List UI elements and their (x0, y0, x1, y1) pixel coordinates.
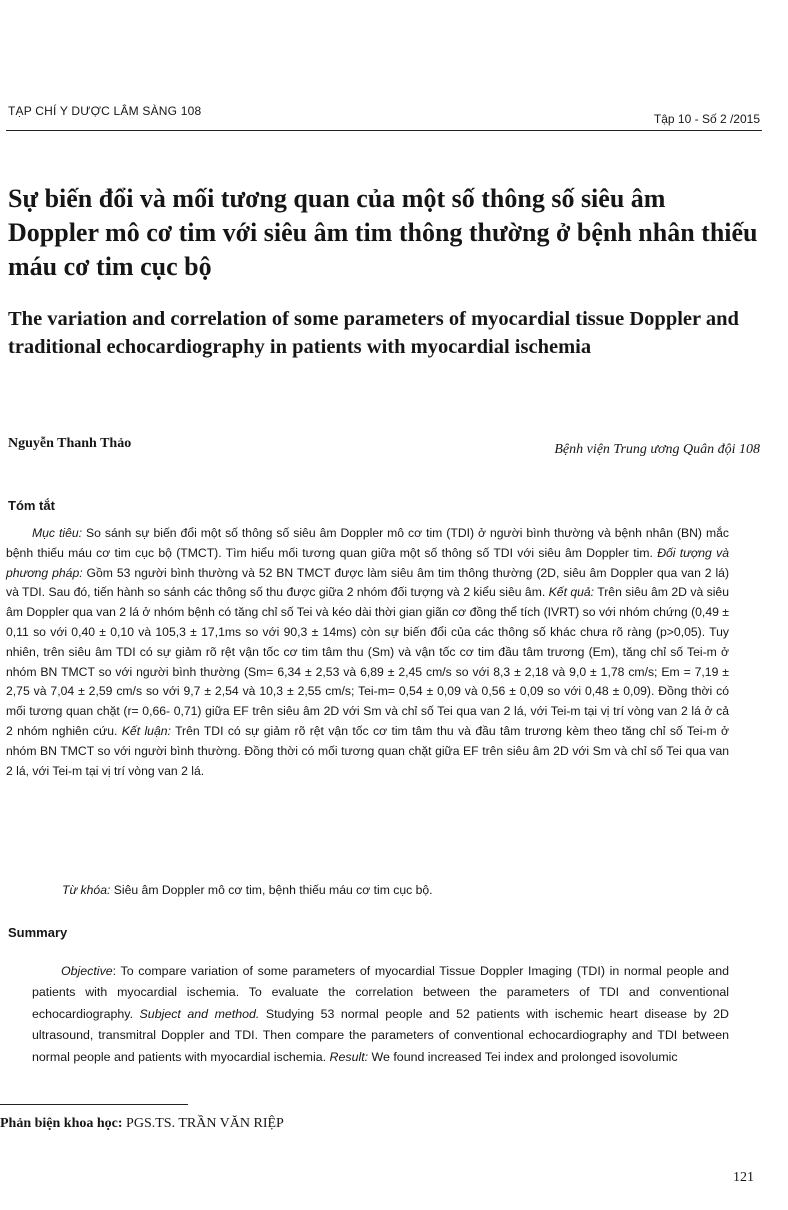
journal-name: TẠP CHÍ Y DƯỢC LÂM SÀNG 108 (8, 104, 202, 118)
footnote-rule (0, 1104, 188, 1105)
objective-label-en: Objective (61, 964, 113, 978)
abstract-vietnamese (6, 524, 730, 781)
title-english: The variation and correlation of some parameters of myocardial tissue Doppler and traditional echocardiography in patients with myocardial ischemia (8, 308, 739, 358)
keywords-label: Từ khóa: (62, 883, 111, 897)
method-text-vi: Gồm 53 người bình thường và 52 BN TMCT được làm siêu âm tim thông thường (2D, siêu âm Doppler qua van 2 lá) và TDI. Sau đó, tiến hành so sánh các thông số thu được giữa 2 nhóm đối tượng và 2 kiểu siêu âm. (6, 565, 729, 600)
author-name: Nguyễn Thanh Thảo (8, 436, 132, 451)
conclusion-text-vi: Trên TDI có sự giảm rõ rệt vận tốc cơ tim tâm thu và đầu tâm trương kèm theo tăng chỉ số Tei-m ở nhóm BN TMCT so với người bình thường. Đồng thời có mối tương quan chặt giữa EF trên siêu âm 2D với Sm và chỉ số Tei qua van 2 lá, với Tei-m tại vị trí vòng van 2 lá. (6, 723, 729, 778)
objective-text-en: : To compare variation of some parameters of myocardial Tissue Doppler Imaging (TDI) in normal people and patients with myocardial ischemia. To evaluate the correlation between the parameters of TDI and conventional echocardiography. (32, 964, 729, 1021)
page-number: 121 (733, 1170, 754, 1185)
title-vietnamese: Sự biến đổi và mối tương quan của một số thông số siêu âm Doppler mô cơ tim với siêu âm tim thông thường ở bệnh nhân thiếu máu cơ tim cục bộ (8, 184, 758, 281)
header-rule (6, 130, 762, 131)
objective-label-vi: Mục tiêu: (32, 526, 83, 540)
keywords-vi (62, 883, 433, 897)
abstract-en-body (32, 961, 729, 1068)
method-label-en: Subject and method. (139, 1006, 260, 1021)
keywords-text: Siêu âm Doppler mô cơ tim, bệnh thiếu máu cơ tim cục bộ. (110, 883, 433, 897)
conclusion-label-vi: Kết luận: (121, 723, 171, 738)
result-label-vi: Kết quả: (548, 585, 595, 600)
issue-number: Tập 10 - Số 2 /2015 (653, 112, 760, 126)
abstract-english (32, 961, 729, 1068)
tomtat-heading: Tóm tắt (8, 498, 55, 513)
reviewer-note (0, 1116, 284, 1132)
result-label-en: Result: (329, 1049, 369, 1064)
reviewer-name: PGS.TS. TRẦN VĂN RIỆP (122, 1116, 284, 1131)
result-text-en: We found increased Tei index and prolonged isovolumic (368, 1049, 678, 1064)
summary-heading: Summary (8, 925, 68, 940)
method-label-vi: Đối tượng và phương pháp: (6, 545, 730, 580)
method-text-en: Studying 53 normal people and 52 patients with ischemic heart disease by 2D ultrasound, transmitral Doppler and TDI. Then compare the parameters of conventional echocardiography and TDI between normal people and patients with myocardial ischemia. (32, 1006, 730, 1064)
abstract-vi-body (6, 524, 729, 781)
objective-text-vi: So sánh sự biến đổi một số thông số siêu âm Doppler mô cơ tim (TDI) ở người bình thường và bệnh nhân (BN) mắc bệnh thiếu máu cơ tim cục bộ (TMCT). Tìm hiểu mối tương quan giữa một số thông số TDI với siêu âm Doppler tim. (6, 526, 729, 560)
reviewer-label: Phản biện khoa học: (0, 1116, 123, 1131)
result-text-vi: Trên siêu âm 2D và siêu âm Doppler qua van 2 lá ở nhóm bệnh có tăng chỉ số Tei và kéo dài thời gian giãn cơ đồng thể tích (IVRT) so với nhóm chứng (0,49 ± 0,11 so với 0,40 ± 0,10 và 105,3 ± 17,1ms so với 90,3 ± 14ms) còn sự biến đổi của các thông số khác chưa rõ ràng (p>0,05). Tuy nhiên, trên siêu âm TDI có sự giảm rõ rệt vận tốc cơ tim tâm thu (Sm) và vận tốc cơ tim đầu tâm trương (Em), tăng chỉ số Tei-m ở nhóm BN TMCT so với người bình thường (Sm= 6,34 ± 2,53 và 6,89 ± 2,45 cm/s so với 8,3 ± 2,18 và 9,0 ± 1,78 cm/s; Em = 7,19 ± 2,75 và 7,04 ± 2,59 cm/s so với 9,7 ± 2,54 và 10,3 ± 2,55 cm/s; Tei-m= 0,54 ± 0,09 và 0,56 ± 0,09 so với 0,48 ± 0,09). Đồng thời có mối tương quan chặt (r= 0,66- 0,71) giữa EF trên siêu âm 2D với Sm và chỉ số Tei qua van 2 lá, với Tei-m tại vị trí vòng van 2 lá ở cả 2 nhóm nghiên cứu. (6, 585, 729, 738)
author-affiliation: Bệnh viện Trung ương Quân đội 108 (554, 442, 760, 457)
